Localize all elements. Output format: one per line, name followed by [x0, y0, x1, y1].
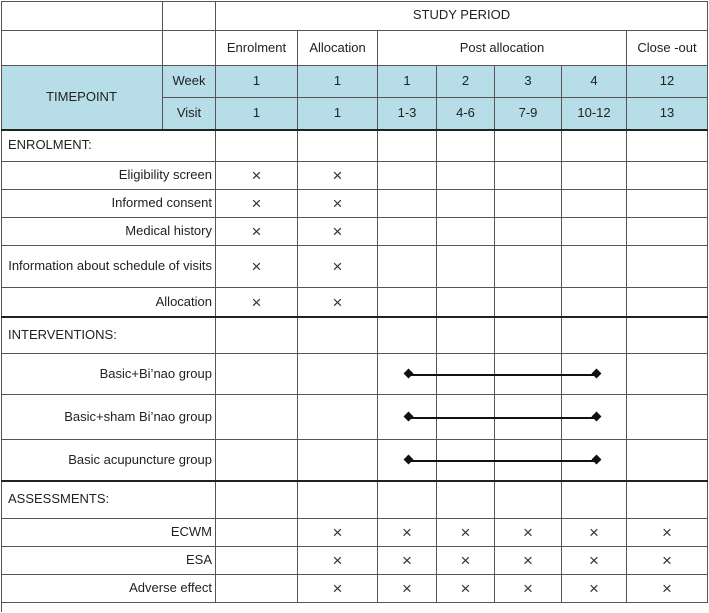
schedule-cell — [298, 288, 378, 317]
empty-cell — [378, 481, 437, 519]
cross-mark-icon: × — [251, 222, 262, 241]
row-label: Basic+Bi’nao group — [1, 354, 216, 395]
schedule-cell — [437, 288, 495, 317]
schedule-cell — [437, 519, 495, 547]
spirit-schedule-table — [1, 1, 708, 612]
schedule-cell — [627, 354, 708, 395]
blank-corner-b — [163, 1, 216, 31]
section-divider — [1, 480, 708, 482]
schedule-cell — [627, 519, 708, 547]
schedule-cell — [216, 575, 298, 603]
schedule-cell — [562, 547, 627, 575]
schedule-cell — [627, 440, 708, 481]
empty-cell — [562, 317, 627, 354]
cross-mark-icon: × — [402, 579, 412, 598]
row-label: Adverse effect — [1, 575, 216, 603]
visit-value: 4-6 — [437, 98, 495, 130]
empty-cell — [562, 130, 627, 162]
schedule-cell — [495, 162, 562, 190]
section-divider — [1, 129, 708, 131]
empty-cell — [216, 481, 298, 519]
schedule-cell — [562, 246, 627, 288]
cross-mark-icon: × — [251, 292, 262, 312]
cross-mark-icon: × — [662, 551, 672, 570]
schedule-cell — [298, 575, 378, 603]
schedule-cell — [216, 288, 298, 317]
empty-cell — [495, 481, 562, 519]
schedule-cell — [216, 162, 298, 190]
visit-value: 7-9 — [495, 98, 562, 130]
week-value: 12 — [627, 66, 708, 98]
schedule-cell — [495, 575, 562, 603]
week-value: 1 — [378, 66, 437, 98]
empty-cell — [298, 481, 378, 519]
schedule-cell — [298, 190, 378, 218]
week-value: 1 — [216, 66, 298, 98]
schedule-cell — [378, 288, 437, 317]
row-label: ESA — [1, 547, 216, 575]
cross-mark-icon: × — [251, 257, 262, 276]
schedule-cell — [495, 519, 562, 547]
row-label: Information about schedule of visits — [1, 246, 216, 288]
schedule-cell — [562, 190, 627, 218]
empty-cell — [437, 481, 495, 519]
schedule-cell — [627, 162, 708, 190]
schedule-cell — [216, 519, 298, 547]
cross-mark-icon: × — [332, 257, 343, 276]
cross-mark-icon: × — [332, 579, 343, 598]
row-label: Allocation — [1, 288, 216, 317]
schedule-cell — [495, 218, 562, 246]
schedule-cell — [298, 218, 378, 246]
section-title: ASSESSMENTS: — [1, 481, 216, 519]
cross-mark-icon: × — [332, 166, 343, 185]
cross-mark-icon: × — [402, 523, 412, 542]
schedule-cell — [562, 575, 627, 603]
empty-cell — [627, 481, 708, 519]
week-value: 4 — [562, 66, 627, 98]
schedule-cell — [216, 440, 298, 481]
schedule-cell — [627, 190, 708, 218]
schedule-cell — [627, 547, 708, 575]
schedule-cell — [627, 395, 708, 440]
cross-mark-icon: × — [460, 551, 471, 570]
schedule-cell — [378, 162, 437, 190]
schedule-cell — [378, 519, 437, 547]
empty-cell — [378, 130, 437, 162]
week-value: 3 — [495, 66, 562, 98]
schedule-cell — [298, 547, 378, 575]
schedule-cell — [562, 519, 627, 547]
schedule-cell — [562, 288, 627, 317]
schedule-cell — [562, 218, 627, 246]
cross-mark-icon: × — [662, 523, 672, 542]
schedule-cell — [216, 246, 298, 288]
visit-value: 1-3 — [378, 98, 437, 130]
row-label: Basic+sham Bi’nao group — [1, 395, 216, 440]
enrolment-header: Enrolment — [216, 31, 298, 66]
empty-cell — [298, 317, 378, 354]
empty-cell — [216, 130, 298, 162]
cross-mark-icon: × — [523, 523, 533, 542]
schedule-cell — [437, 162, 495, 190]
schedule-cell — [437, 218, 495, 246]
schedule-cell — [495, 547, 562, 575]
schedule-cell — [437, 246, 495, 288]
schedule-cell — [216, 395, 298, 440]
schedule-cell — [495, 246, 562, 288]
week-value: 1 — [298, 66, 378, 98]
intervention-duration-line — [409, 460, 596, 462]
blank-corner-c — [1, 31, 163, 66]
blank-corner-d — [163, 31, 216, 66]
schedule-cell — [298, 162, 378, 190]
timepoint-label: TIMEPOINT — [1, 66, 163, 130]
cross-mark-icon: × — [332, 551, 343, 570]
schedule-cell — [378, 246, 437, 288]
row-label: ECWM — [1, 519, 216, 547]
intervention-duration-line — [409, 417, 596, 419]
schedule-cell — [627, 575, 708, 603]
week-value: 2 — [437, 66, 495, 98]
schedule-cell — [378, 190, 437, 218]
cross-mark-icon: × — [332, 523, 343, 542]
empty-cell — [437, 317, 495, 354]
schedule-cell — [437, 547, 495, 575]
row-label: Medical history — [1, 218, 216, 246]
cross-mark-icon: × — [523, 551, 533, 570]
cross-mark-icon: × — [332, 292, 343, 312]
cross-mark-icon: × — [332, 222, 343, 241]
intervention-duration-line — [409, 374, 596, 376]
blank-corner-a — [1, 1, 163, 31]
empty-cell — [495, 130, 562, 162]
cross-mark-icon: × — [251, 166, 262, 185]
schedule-cell — [298, 395, 378, 440]
schedule-cell — [298, 519, 378, 547]
row-label: Eligibility screen — [1, 162, 216, 190]
schedule-cell — [298, 354, 378, 395]
schedule-cell — [437, 575, 495, 603]
schedule-cell — [562, 162, 627, 190]
schedule-cell — [216, 547, 298, 575]
visit-value: 1 — [298, 98, 378, 130]
schedule-cell — [627, 246, 708, 288]
allocation-header: Allocation — [298, 31, 378, 66]
cross-mark-icon: × — [662, 579, 672, 598]
section-divider — [1, 316, 708, 318]
empty-cell — [437, 130, 495, 162]
empty-cell — [495, 317, 562, 354]
schedule-cell — [627, 288, 708, 317]
section-title: INTERVENTIONS: — [1, 317, 216, 354]
empty-cell — [378, 317, 437, 354]
schedule-cell — [378, 218, 437, 246]
schedule-cell — [378, 547, 437, 575]
schedule-cell — [216, 354, 298, 395]
cross-mark-icon: × — [332, 194, 343, 213]
cross-mark-icon: × — [402, 551, 412, 570]
section-title: ENROLMENT: — [1, 130, 216, 162]
visit-value: 10-12 — [562, 98, 627, 130]
week-label: Week — [163, 66, 216, 98]
cross-mark-icon: × — [251, 194, 262, 213]
visit-value: 13 — [627, 98, 708, 130]
cross-mark-icon: × — [523, 579, 533, 598]
schedule-cell — [495, 288, 562, 317]
schedule-cell — [627, 218, 708, 246]
cross-mark-icon: × — [460, 523, 471, 542]
cross-mark-icon: × — [589, 523, 599, 542]
row-label: Basic acupuncture group — [1, 440, 216, 481]
schedule-cell — [298, 246, 378, 288]
empty-cell — [562, 481, 627, 519]
schedule-cell — [216, 190, 298, 218]
cross-mark-icon: × — [460, 579, 471, 598]
close-out-header: Close -out — [627, 31, 708, 66]
empty-cell — [627, 317, 708, 354]
visit-label: Visit — [163, 98, 216, 130]
cross-mark-icon: × — [589, 579, 599, 598]
schedule-cell — [216, 218, 298, 246]
schedule-cell — [437, 190, 495, 218]
post-allocation-header: Post allocation — [378, 31, 627, 66]
cross-mark-icon: × — [589, 551, 599, 570]
schedule-cell — [298, 440, 378, 481]
visit-value: 1 — [216, 98, 298, 130]
study-period-header: STUDY PERIOD — [216, 1, 708, 31]
empty-cell — [298, 130, 378, 162]
schedule-cell — [378, 575, 437, 603]
empty-cell — [627, 130, 708, 162]
row-label: Informed consent — [1, 190, 216, 218]
empty-cell — [216, 317, 298, 354]
schedule-cell — [495, 190, 562, 218]
